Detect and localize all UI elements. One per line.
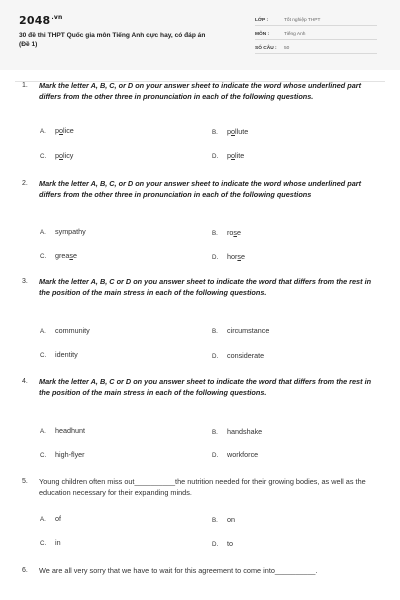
option-d[interactable]: D. polite (212, 151, 245, 160)
option-b[interactable]: B. on (212, 515, 235, 524)
question-prompt: We are all very sorry that we have to wait for this agreement to come into__________. (39, 566, 318, 575)
meta-value: Tiếng Anh (284, 32, 306, 37)
meta-label: LỚP : (255, 18, 269, 23)
option-c[interactable]: C. identity (40, 350, 78, 359)
option-b[interactable]: B. pollute (212, 127, 249, 136)
option-d[interactable]: D. workforce (212, 450, 259, 459)
option-a[interactable]: A. sympathy (40, 227, 86, 236)
logo-suffix: .vn (51, 14, 63, 21)
option-a[interactable]: A. of (40, 514, 61, 523)
question-prompt: Mark the letter A, B, C or D on you answer sheet to indicate the word that differs from the rest in the position of the main stress in each of the following questions. (39, 377, 372, 397)
option-c[interactable]: C. high-flyer (40, 450, 85, 459)
meta-value: Tốt nghiệp THPT (284, 18, 321, 23)
option-c[interactable]: C. policy (40, 151, 74, 160)
option-c[interactable]: C. grease (40, 251, 77, 260)
question-prompt: Young children often miss out__________the nutrition needed for their growing bodies, as well as the education necessary for their expanding minds. (39, 477, 366, 497)
option-c[interactable]: C. in (40, 538, 61, 547)
document-title: 30 đề thi THPT Quốc gia môn Tiếng Anh cực hay, có đáp án (Đề 1) (19, 32, 206, 48)
meta-subject (255, 30, 377, 40)
meta-label: MÔN : (255, 32, 270, 37)
option-a[interactable]: A. community (40, 326, 90, 335)
question-number: 6. (22, 567, 28, 574)
option-d[interactable]: D. considerate (212, 351, 265, 360)
question-number: 3. (22, 278, 28, 285)
meta-class (255, 16, 377, 26)
logo-text: 2048 (19, 14, 51, 27)
option-b[interactable]: B. circumstance (212, 326, 270, 335)
meta-label: SỐ CÂU : (255, 46, 277, 51)
question-prompt: Mark the letter A, B, C, or D on your answer sheet to indicate the word whose underlined part differs from the other three in pronunciation in each of the following questions. (39, 81, 362, 101)
question-number: 5. (22, 478, 28, 485)
document-header (0, 0, 400, 70)
question-number: 1. (22, 82, 28, 89)
option-b[interactable]: B. handshake (212, 427, 263, 436)
question-number: 4. (22, 378, 28, 385)
meta-question-count (255, 44, 377, 54)
option-b[interactable]: B. rose (212, 228, 241, 237)
question-number: 2. (22, 180, 28, 187)
option-a[interactable]: A. police (40, 126, 74, 135)
option-d[interactable]: D. horse (212, 252, 245, 261)
question-prompt: Mark the letter A, B, C, or D on your answer sheet to indicate the word whose underlined part differs from the other three in pronunciation in each of the following questions (39, 179, 362, 199)
site-logo[interactable] (19, 14, 62, 27)
question-prompt: Mark the letter A, B, C or D on you answer sheet to indicate the word that differs from the rest in the position of the main stress in each of the following questions. (39, 277, 372, 297)
option-d[interactable]: D. to (212, 539, 233, 548)
option-a[interactable]: A. headhunt (40, 426, 85, 435)
meta-value: 50 (284, 46, 290, 51)
